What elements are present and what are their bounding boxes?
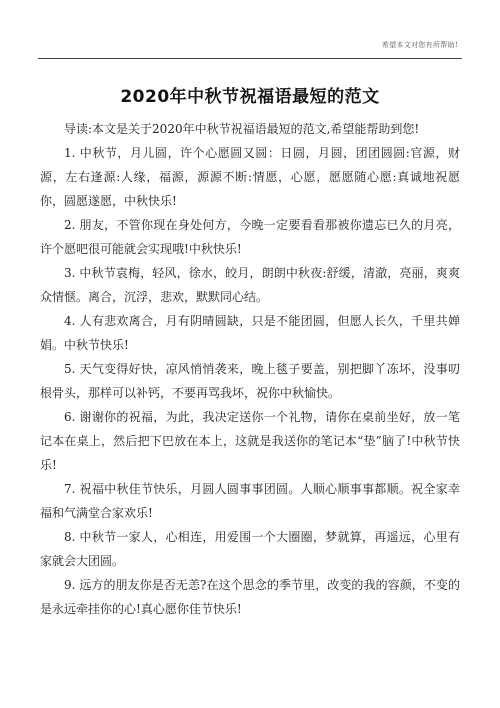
paragraph-item: 2. 朋友，不管你现在身处何方，今晚一定要看看那被你遗忘已久的月亮，许个愿吧很可能就会实现哦!中秋快乐! bbox=[40, 218, 460, 256]
paragraph-item: 1. 中秋节，月儿圆，许个心愿圆又圆：日圆，月圆，团团圆圆:官源，财源，左右逢源:人缘，福源，源源不断:情愿，心愿，愿愿随心愿:真诚地祝愿你，圆愿遂愿，中秋快乐! bbox=[40, 146, 460, 208]
paragraph-intro: 导读:本文是关于2020年中秋节祝福语最短的范文,希望能帮助到您! bbox=[64, 122, 420, 136]
paragraph-item: 5. 天气变得好快，凉风悄悄袭来，晚上毯子要盖，别把脚丫冻坏，没事叨根骨头，那样可以补钙，不要再骂我坏，祝你中秋愉快。 bbox=[40, 362, 460, 400]
paragraph-item: 8. 中秋节一家人，心相连，用爱围一个大圈圈，梦就算，再遥远，心里有家就会大团圆。 bbox=[40, 530, 460, 568]
document-body bbox=[40, 117, 460, 621]
paragraph-item: 6. 谢谢你的祝福，为此，我决定送你一个礼物，请你在桌前坐好，放一笔记本在桌上，然后把下巴放在本上，这就是我送你的笔记本“垫”脑了!中秋节快乐! bbox=[40, 410, 460, 472]
header-note: 希望本文对您有所帮助! bbox=[381, 41, 458, 49]
header-divider bbox=[38, 58, 462, 59]
paragraph-item: 3. 中秋节袁梅，轻风，徐水，皎月，朗朗中秋夜:舒缓，清澈，亮丽，爽爽众情惬。离合，沉浮，悲欢，默默同心结。 bbox=[40, 266, 460, 304]
document-title: 2020年中秋节祝福语最短的范文 bbox=[120, 87, 380, 107]
paragraph-item: 9. 远方的朋友你是否无恙?在这个思念的季节里，改变的我的容颜，不变的是永远牵挂你的心!真心愿你佳节快乐! bbox=[40, 578, 460, 616]
paragraph-item: 4. 人有悲欢离合，月有阴晴圆缺，只是不能团圆，但愿人长久，千里共婵娟。中秋节快乐! bbox=[40, 314, 460, 352]
paragraph-item: 7. 祝福中秋佳节快乐，月圆人圆事事团圆。人顺心顺事事都顺。祝全家幸福和气满堂合家欢乐! bbox=[40, 482, 460, 520]
